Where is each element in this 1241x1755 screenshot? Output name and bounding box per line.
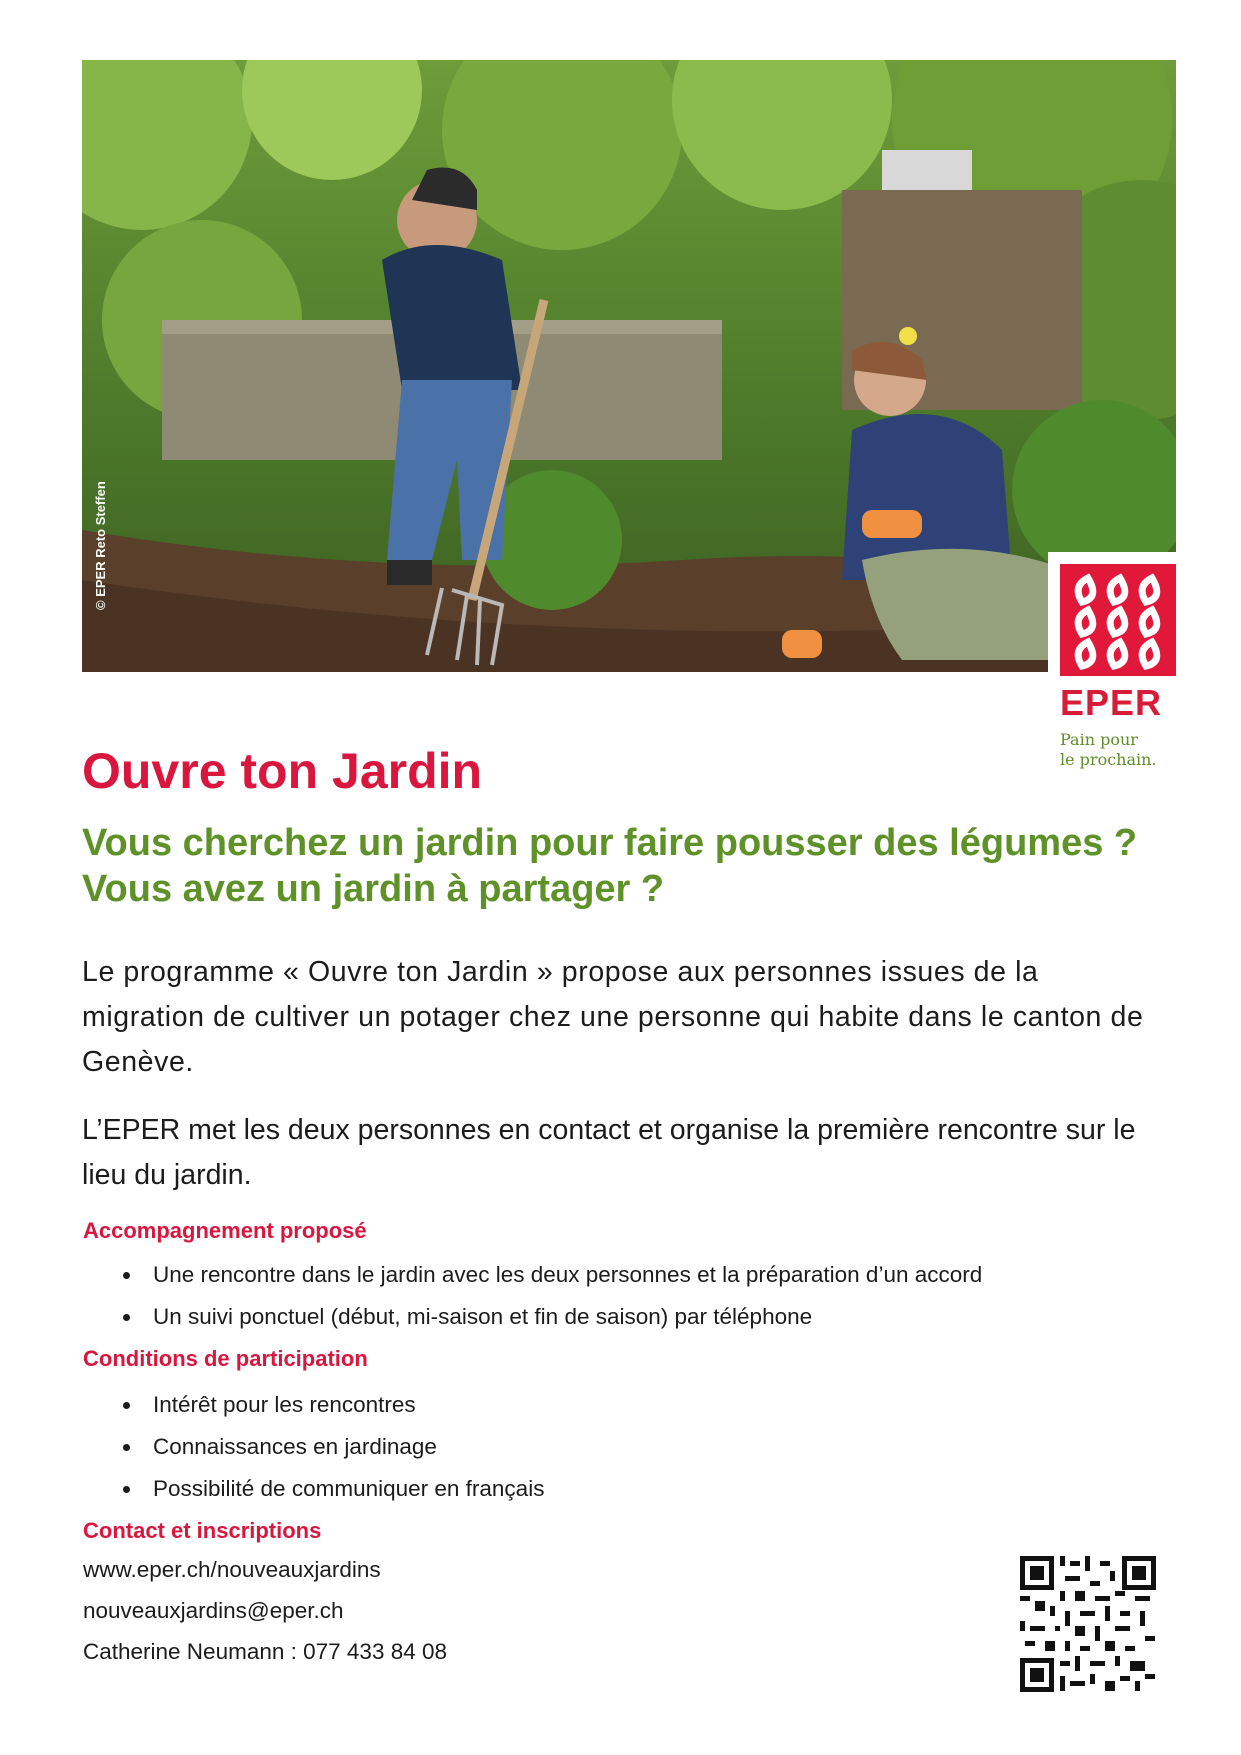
email-link[interactable]: nouveauxjardins@eper.ch <box>83 1598 344 1623</box>
intro-paragraph: Le programme « Ouvre ton Jardin » propose aux personnes issues de la migration de cultiver un potager chez une personne qui habite dans le canton de Genève. <box>82 956 1144 1078</box>
contact-paragraph: L’EPER met les deux personnes en contact et organise la première rencontre sur le lieu du jardin. <box>82 1114 1136 1191</box>
qr-code <box>1020 1556 1156 1692</box>
eper-logo <box>1048 552 1202 792</box>
page-subtitle: Vous cherchez un jardin pour faire pousser des légumes ? Vous avez un jardin à partager ? <box>82 822 1138 910</box>
website-link[interactable]: www.eper.ch/nouveauxjardins <box>83 1557 381 1582</box>
wheat-icon <box>1060 564 1176 676</box>
phone-contact: Catherine Neumann : 077 433 84 08 <box>83 1639 448 1664</box>
logo-name: EPER <box>1060 682 1163 723</box>
logo-tagline-line2: le prochain. <box>1060 750 1157 769</box>
page-title: Ouvre ton Jardin <box>82 743 483 799</box>
section-heading-contact: Contact et inscriptions <box>83 1518 322 1543</box>
logo-tagline-line1: Pain pour <box>1060 730 1138 749</box>
section-heading-accompagnement: Accompagnement proposé <box>83 1218 367 1243</box>
section-heading-conditions: Conditions de participation <box>83 1346 368 1371</box>
garden-photo <box>82 60 1176 672</box>
photo-credit: © EPER Reto Steffen <box>93 481 108 610</box>
